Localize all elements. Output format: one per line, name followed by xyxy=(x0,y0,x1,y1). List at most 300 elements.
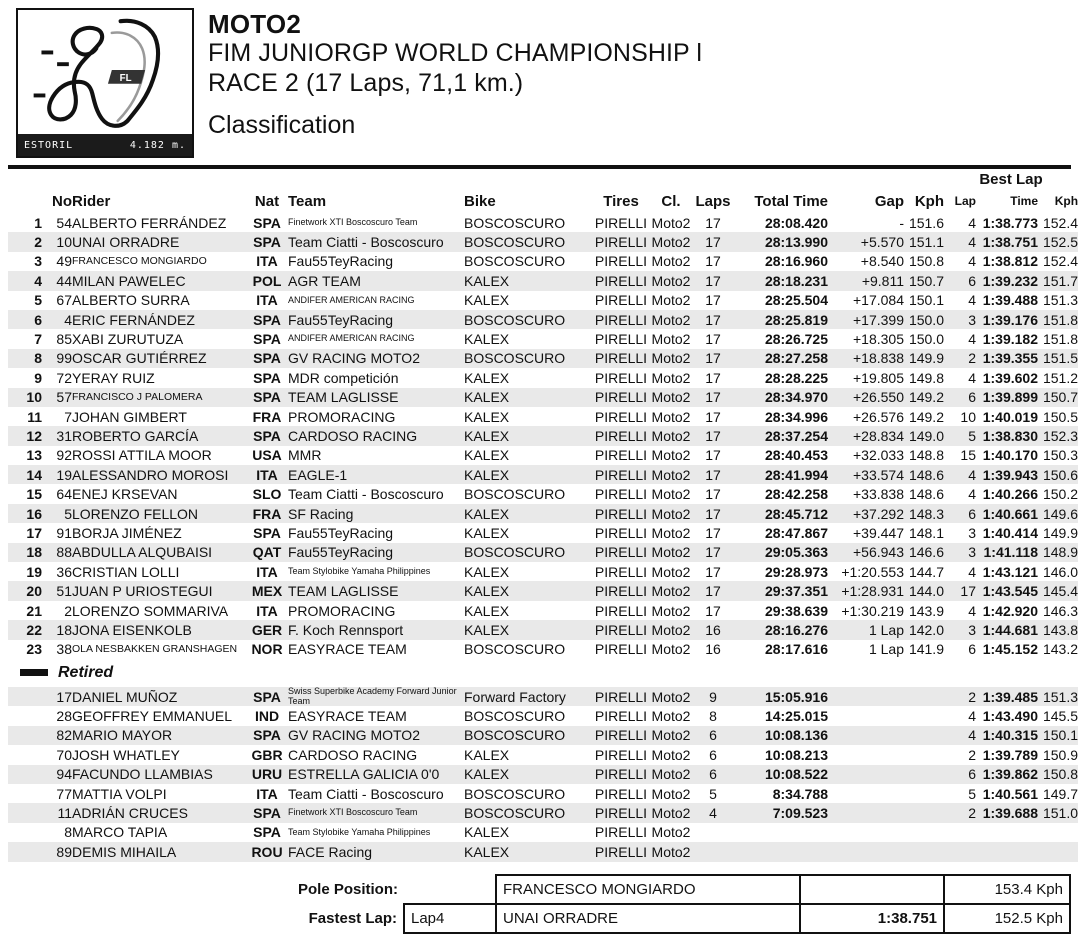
row-team: Finetwork XTI Boscoscuro Team xyxy=(288,216,418,227)
table-row xyxy=(8,232,1078,251)
row-best-lap-kph: 149.9 xyxy=(1042,524,1079,541)
row-tires: PIRELLI xyxy=(594,427,648,444)
row-best-lap-time: 1:43.490 xyxy=(982,708,1038,725)
row-kph: 150.7 xyxy=(908,272,944,289)
table-row xyxy=(8,446,1078,465)
row-total-time: 10:08.522 xyxy=(764,766,828,783)
row-laps: 17 xyxy=(705,427,721,444)
table-row xyxy=(8,601,1078,620)
row-best-lap-number: 4 xyxy=(968,727,976,744)
row-class: Moto2 xyxy=(651,583,691,600)
row-nationality: SPA xyxy=(253,389,281,406)
row-team: Team Stylobike Yamaha Philippines xyxy=(288,826,431,837)
row-bike: KALEX xyxy=(464,466,510,483)
row-best-lap-number: 4 xyxy=(968,563,976,580)
row-rider-name: JONA EISENKOLB xyxy=(72,621,192,638)
row-rider-number: 44 xyxy=(56,272,72,289)
col-nat: Nat xyxy=(254,192,280,210)
row-class: Moto2 xyxy=(651,427,691,444)
row-laps: 5 xyxy=(709,785,717,802)
row-best-lap-number: 3 xyxy=(968,311,976,328)
row-best-lap-time: 1:39.485 xyxy=(982,688,1038,705)
row-class: Moto2 xyxy=(651,708,691,725)
row-class: Moto2 xyxy=(651,234,691,251)
row-kph: 148.3 xyxy=(908,505,944,522)
row-team: GV RACING MOTO2 xyxy=(288,727,420,744)
row-tires: PIRELLI xyxy=(594,746,648,763)
table-row xyxy=(8,349,1078,368)
row-rider-number: 82 xyxy=(56,727,72,744)
row-kph: 149.0 xyxy=(908,427,944,444)
row-team: F. Koch Rennsport xyxy=(288,621,404,638)
row-bike: BOSCOSCURO xyxy=(464,708,566,725)
best-lap-group-header: Best Lap xyxy=(979,170,1043,188)
row-gap: +9.811 xyxy=(861,272,904,289)
row-best-lap-time: 1:40.170 xyxy=(982,447,1038,464)
row-best-lap-number: 2 xyxy=(968,350,976,367)
table-row xyxy=(8,543,1078,562)
row-nationality: SPA xyxy=(253,214,281,231)
row-team: EASYRACE TEAM xyxy=(288,641,407,658)
row-best-lap-time: 1:39.943 xyxy=(982,466,1038,483)
row-gap: +5.570 xyxy=(860,234,904,251)
fastest-lap-row xyxy=(231,904,1070,933)
row-team: Fau55TeyRacing xyxy=(288,311,394,328)
row-best-lap-number: 4 xyxy=(968,253,976,270)
row-kph: 148.6 xyxy=(908,466,944,483)
row-nationality: GBR xyxy=(251,746,283,763)
row-bike: KALEX xyxy=(464,272,510,289)
table-row xyxy=(8,407,1078,426)
table-row xyxy=(8,523,1078,542)
row-total-time: 10:08.136 xyxy=(764,727,828,744)
row-rider-number: 2 xyxy=(64,602,72,619)
row-gap: +56.943 xyxy=(853,544,904,561)
row-rider-number: 57 xyxy=(56,389,72,406)
row-bike: KALEX xyxy=(464,505,510,522)
row-rider-name: ALBERTO SURRA xyxy=(72,292,190,309)
row-total-time: 29:37.351 xyxy=(764,583,828,600)
row-gap: +17.399 xyxy=(853,311,904,328)
row-laps: 9 xyxy=(709,688,717,705)
row-total-time: 29:05.363 xyxy=(764,544,828,561)
row-nationality: SPA xyxy=(253,331,281,348)
col-rider: Rider xyxy=(72,192,111,210)
fl-marker-label: FL xyxy=(119,72,132,84)
col-bl-time: Time xyxy=(1010,194,1038,208)
row-total-time: 7:09.523 xyxy=(772,805,828,822)
row-bike: BOSCOSCURO xyxy=(464,253,566,270)
row-gap xyxy=(828,726,904,745)
classification-table xyxy=(8,169,1078,862)
row-nationality: FRA xyxy=(252,505,282,522)
row-kph xyxy=(904,842,944,861)
track-info-bar xyxy=(18,134,192,156)
row-tires: PIRELLI xyxy=(594,688,648,705)
row-position: 3 xyxy=(34,253,42,270)
row-best-lap-time: 1:44.681 xyxy=(982,621,1038,638)
row-team: EASYRACE TEAM xyxy=(288,708,407,725)
row-best-lap-kph: 149.6 xyxy=(1042,505,1079,522)
row-rider-name: JOSH WHATLEY xyxy=(72,746,180,763)
row-laps: 17 xyxy=(705,408,721,425)
row-rider-number: 11 xyxy=(57,805,72,822)
row-rider-number: 70 xyxy=(56,746,72,763)
row-best-lap-time: 1:43.545 xyxy=(982,583,1038,600)
table-row xyxy=(8,329,1078,348)
row-team: ANDIFER AMERICAN RACING xyxy=(288,294,415,305)
row-best-lap-kph: 143.8 xyxy=(1042,621,1079,638)
retired-table-row xyxy=(8,823,1078,842)
row-class: Moto2 xyxy=(651,785,691,802)
table-row xyxy=(8,310,1078,329)
row-position: 15 xyxy=(26,486,42,503)
table-row xyxy=(8,504,1078,523)
row-rider-name: MARIO MAYOR xyxy=(72,727,173,744)
row-total-time: 10:08.213 xyxy=(764,746,828,763)
row-laps: 17 xyxy=(705,234,721,251)
row-best-lap-number: 4 xyxy=(968,602,976,619)
row-team: FACE Racing xyxy=(288,843,373,860)
row-bike: Forward Factory xyxy=(464,688,566,705)
row-position: 21 xyxy=(26,602,42,619)
retired-table-row xyxy=(8,803,1078,822)
row-nationality: ITA xyxy=(256,602,278,619)
row-laps: 17 xyxy=(705,505,721,522)
row-class: Moto2 xyxy=(651,466,691,483)
row-bike: BOSCOSCURO xyxy=(464,785,566,802)
row-laps: 17 xyxy=(705,466,721,483)
row-rider-number: 28 xyxy=(56,708,72,725)
row-rider-name: ROSSI ATTILA MOOR xyxy=(72,447,212,464)
row-team: Finetwork XTI Boscoscuro Team xyxy=(288,807,418,818)
row-best-lap-number: 4 xyxy=(968,708,976,725)
row-rider-name: XABI ZURUTUZA xyxy=(72,331,184,348)
row-rider-number: 89 xyxy=(56,843,72,860)
col-bl-kph: Kph xyxy=(1054,194,1079,208)
row-rider-number: 5 xyxy=(64,505,72,522)
row-gap xyxy=(828,765,904,784)
row-laps: 17 xyxy=(705,563,721,580)
row-gap: +1:28.931 xyxy=(841,583,904,600)
row-tires: PIRELLI xyxy=(594,621,648,638)
row-best-lap-kph: 146.3 xyxy=(1042,602,1079,619)
row-position: 11 xyxy=(27,408,42,425)
row-best-lap-kph: 145.4 xyxy=(1042,583,1079,600)
row-best-lap-number: 3 xyxy=(968,544,976,561)
row-rider-name: ALESSANDRO MOROSI xyxy=(72,466,229,483)
row-total-time: 28:42.258 xyxy=(764,486,828,503)
row-kph: 150.1 xyxy=(908,292,944,309)
row-laps xyxy=(692,823,734,842)
row-rider-name: ROBERTO GARCÍA xyxy=(72,427,199,444)
row-position xyxy=(8,823,42,842)
row-bike: BOSCOSCURO xyxy=(464,805,566,822)
retired-table-row xyxy=(8,706,1078,725)
row-total-time: 28:37.254 xyxy=(764,427,828,444)
row-kph: 146.6 xyxy=(908,544,944,561)
row-best-lap-time: 1:41.118 xyxy=(983,544,1038,561)
row-position: 1 xyxy=(34,214,42,231)
row-best-lap-time: 1:40.561 xyxy=(982,785,1038,802)
col-kph: Kph xyxy=(914,192,944,210)
row-best-lap-number xyxy=(944,823,976,842)
row-gap xyxy=(828,823,904,842)
row-nationality: ITA xyxy=(256,466,278,483)
row-best-lap-time: 1:39.899 xyxy=(982,389,1038,406)
row-laps xyxy=(692,842,734,861)
row-position: 19 xyxy=(26,563,42,580)
row-nationality: SPA xyxy=(253,727,281,744)
row-best-lap-kph xyxy=(1038,823,1078,842)
row-best-lap-kph: 151.3 xyxy=(1042,688,1079,705)
row-team: Team Stylobike Yamaha Philippines xyxy=(288,566,431,576)
row-class: Moto2 xyxy=(651,505,691,522)
row-best-lap-number: 6 xyxy=(968,272,976,289)
row-rider-number: 31 xyxy=(56,427,72,444)
table-row xyxy=(8,426,1078,445)
row-total-time: 28:25.819 xyxy=(764,311,828,328)
row-tires: PIRELLI xyxy=(594,524,648,541)
row-bike: BOSCOSCURO xyxy=(464,486,566,503)
row-best-lap-kph: 151.8 xyxy=(1042,331,1079,348)
row-position: 17 xyxy=(26,524,42,541)
table-row xyxy=(8,562,1078,581)
row-position xyxy=(8,842,42,861)
row-best-lap-kph: 151.0 xyxy=(1042,805,1079,822)
row-position xyxy=(8,706,42,725)
row-class: Moto2 xyxy=(651,602,691,619)
row-class: Moto2 xyxy=(651,727,691,744)
row-position: 22 xyxy=(26,621,42,638)
row-rider-name: LORENZO SOMMARIVA xyxy=(72,602,229,619)
row-total-time: 28:45.712 xyxy=(764,505,828,522)
retired-table-row xyxy=(8,765,1078,784)
row-class: Moto2 xyxy=(651,805,691,822)
row-bike: KALEX xyxy=(464,331,510,348)
row-total-time: 28:16.960 xyxy=(764,253,828,270)
fastest-lap-marker xyxy=(108,70,145,84)
row-best-lap-kph: 150.9 xyxy=(1042,746,1079,763)
row-kph: 141.9 xyxy=(908,641,944,658)
row-rider-name: GEOFFREY EMMANUEL xyxy=(72,708,232,725)
row-best-lap-kph: 152.4 xyxy=(1042,214,1079,231)
row-best-lap-kph: 150.2 xyxy=(1042,486,1079,503)
row-team: SF Racing xyxy=(288,505,354,522)
row-best-lap-time: 1:40.315 xyxy=(982,727,1038,744)
row-bike: KALEX xyxy=(464,427,510,444)
row-best-lap-time: 1:38.830 xyxy=(982,427,1038,444)
row-kph xyxy=(904,803,944,822)
table-row xyxy=(8,465,1078,484)
row-rider-name: MILAN PAWELEC xyxy=(72,272,186,289)
track-name: ESTORIL xyxy=(24,139,74,151)
row-rider-number: 49 xyxy=(56,253,72,270)
row-nationality: SPA xyxy=(253,369,281,386)
row-rider-name: BORJA JIMÉNEZ xyxy=(72,524,182,541)
row-best-lap-number: 4 xyxy=(968,292,976,309)
fastest-lap-name: UNAI ORRADRE xyxy=(496,904,800,933)
row-position: 7 xyxy=(34,331,42,348)
retired-table-row xyxy=(8,726,1078,745)
row-nationality: ITA xyxy=(256,785,278,802)
row-laps: 17 xyxy=(705,292,721,309)
row-kph xyxy=(904,687,944,706)
row-rider-name: DANIEL MUÑOZ xyxy=(72,688,178,705)
row-rider-name: ENEJ KRSEVAN xyxy=(72,486,178,503)
row-laps: 8 xyxy=(709,708,717,725)
row-bike: KALEX xyxy=(464,766,510,783)
row-best-lap-time: 1:38.812 xyxy=(982,253,1038,270)
row-bike: BOSCOSCURO xyxy=(464,641,566,658)
row-class: Moto2 xyxy=(651,641,691,658)
retired-section-header xyxy=(8,659,1078,687)
row-position: 4 xyxy=(34,272,42,289)
row-gap xyxy=(828,803,904,822)
row-tires: PIRELLI xyxy=(594,408,648,425)
row-class: Moto2 xyxy=(651,766,691,783)
row-rider-number: 19 xyxy=(56,466,72,483)
row-tires: PIRELLI xyxy=(594,843,648,860)
row-tires: PIRELLI xyxy=(594,766,648,783)
row-class: Moto2 xyxy=(651,369,691,386)
row-total-time: 8:34.788 xyxy=(772,785,828,802)
row-team: ESTRELLA GALICIA 0'0 xyxy=(288,766,440,783)
row-tires: PIRELLI xyxy=(594,505,648,522)
row-position: 12 xyxy=(26,427,42,444)
row-nationality: SPA xyxy=(253,824,281,841)
row-team: Swiss Superbike Academy Forward Junior Team xyxy=(288,686,457,706)
row-rider-number: 67 xyxy=(56,292,72,309)
row-laps: 17 xyxy=(705,253,721,270)
row-best-lap-number: 4 xyxy=(968,234,976,251)
row-nationality: SPA xyxy=(253,350,281,367)
row-laps: 6 xyxy=(709,727,717,744)
row-rider-name: CRISTIAN LOLLI xyxy=(72,563,180,580)
row-laps: 4 xyxy=(709,805,717,822)
col-cl: Cl. xyxy=(661,192,681,210)
row-total-time xyxy=(734,823,828,842)
row-best-lap-number: 2 xyxy=(968,746,976,763)
row-rider-name: MATTIA VOLPI xyxy=(72,785,167,802)
row-laps: 17 xyxy=(705,369,721,386)
row-best-lap-kph: 143.2 xyxy=(1042,641,1079,658)
row-best-lap-time: 1:40.019 xyxy=(982,408,1038,425)
row-position: 9 xyxy=(34,369,42,386)
race-title: RACE 2 (17 Laps, 71,1 km.) xyxy=(208,68,524,97)
row-tires: PIRELLI xyxy=(594,727,648,744)
pole-position-label: Pole Position: xyxy=(297,880,398,898)
row-total-time: 28:28.225 xyxy=(764,369,828,386)
title-block xyxy=(208,8,702,140)
row-nationality: ROU xyxy=(251,843,283,860)
row-best-lap-kph: 148.9 xyxy=(1042,544,1079,561)
retired-table-row xyxy=(8,687,1078,706)
row-total-time: 28:18.231 xyxy=(764,272,828,289)
row-rider-number: 91 xyxy=(56,524,72,541)
row-rider-number: 85 xyxy=(56,331,72,348)
track-map-box xyxy=(16,8,194,158)
row-bike: KALEX xyxy=(464,824,510,841)
summary-table xyxy=(231,874,1071,934)
row-nationality: ITA xyxy=(256,563,278,580)
row-team: CARDOSO RACING xyxy=(288,427,418,444)
row-tires: PIRELLI xyxy=(594,350,648,367)
row-rider-number: 54 xyxy=(56,214,72,231)
row-rider-number: 72 xyxy=(56,369,72,386)
row-laps: 16 xyxy=(705,621,721,638)
row-tires: PIRELLI xyxy=(594,486,648,503)
row-tires: PIRELLI xyxy=(594,466,648,483)
row-gap: +39.447 xyxy=(853,524,904,541)
row-total-time: 29:38.639 xyxy=(764,602,828,619)
table-row xyxy=(8,271,1078,290)
row-kph: 150.0 xyxy=(908,311,944,328)
row-kph: 149.2 xyxy=(908,389,944,406)
row-laps: 16 xyxy=(705,641,721,658)
row-rider-number: 4 xyxy=(64,311,72,328)
row-best-lap-kph: 152.3 xyxy=(1042,427,1079,444)
row-gap: +28.834 xyxy=(853,427,904,444)
row-tires: PIRELLI xyxy=(594,583,648,600)
row-best-lap-time: 1:39.176 xyxy=(982,311,1038,328)
row-total-time: 28:34.970 xyxy=(764,389,828,406)
row-gap xyxy=(828,687,904,706)
row-total-time xyxy=(734,842,828,861)
row-kph: 148.6 xyxy=(908,486,944,503)
row-nationality: MEX xyxy=(251,583,283,600)
row-rider-name: FRANCESCO MONGIARDO xyxy=(72,255,207,268)
row-best-lap-number: 6 xyxy=(968,641,976,658)
row-rider-number: 51 xyxy=(56,583,72,600)
col-total-time: Total Time xyxy=(754,192,828,210)
row-bike: KALEX xyxy=(464,447,510,464)
row-rider-name: OSCAR GUTIÉRREZ xyxy=(72,350,207,367)
row-tires: PIRELLI xyxy=(594,563,648,580)
page-header xyxy=(0,0,1079,165)
row-tires: PIRELLI xyxy=(594,369,648,386)
row-gap: - xyxy=(899,214,904,231)
row-rider-name: OLA NESBAKKEN GRANSHAGEN xyxy=(72,643,238,656)
row-best-lap-number: 4 xyxy=(968,486,976,503)
row-total-time: 14:25.015 xyxy=(764,708,828,725)
row-nationality: URU xyxy=(251,766,283,783)
row-best-lap-kph: 150.3 xyxy=(1042,447,1079,464)
row-nationality: SLO xyxy=(252,486,282,503)
row-best-lap-kph: 151.5 xyxy=(1042,350,1079,367)
row-tires: PIRELLI xyxy=(594,292,648,309)
row-best-lap-number: 2 xyxy=(968,805,976,822)
row-class: Moto2 xyxy=(651,272,691,289)
row-tires: PIRELLI xyxy=(594,253,648,270)
row-position xyxy=(8,745,42,764)
row-kph: 151.1 xyxy=(908,234,944,251)
row-tires: PIRELLI xyxy=(594,331,648,348)
row-tires: PIRELLI xyxy=(594,805,648,822)
row-kph: 144.0 xyxy=(908,583,944,600)
row-best-lap-time xyxy=(976,823,1038,842)
row-bike: KALEX xyxy=(464,524,510,541)
col-gap: Gap xyxy=(874,192,904,210)
row-laps: 17 xyxy=(705,447,721,464)
row-class: Moto2 xyxy=(651,253,691,270)
row-rider-number: 38 xyxy=(56,641,72,658)
row-bike: BOSCOSCURO xyxy=(464,544,566,561)
table-row xyxy=(8,484,1078,503)
row-gap: +18.838 xyxy=(853,350,904,367)
row-rider-number: 17 xyxy=(56,688,72,705)
row-laps: 17 xyxy=(705,544,721,561)
